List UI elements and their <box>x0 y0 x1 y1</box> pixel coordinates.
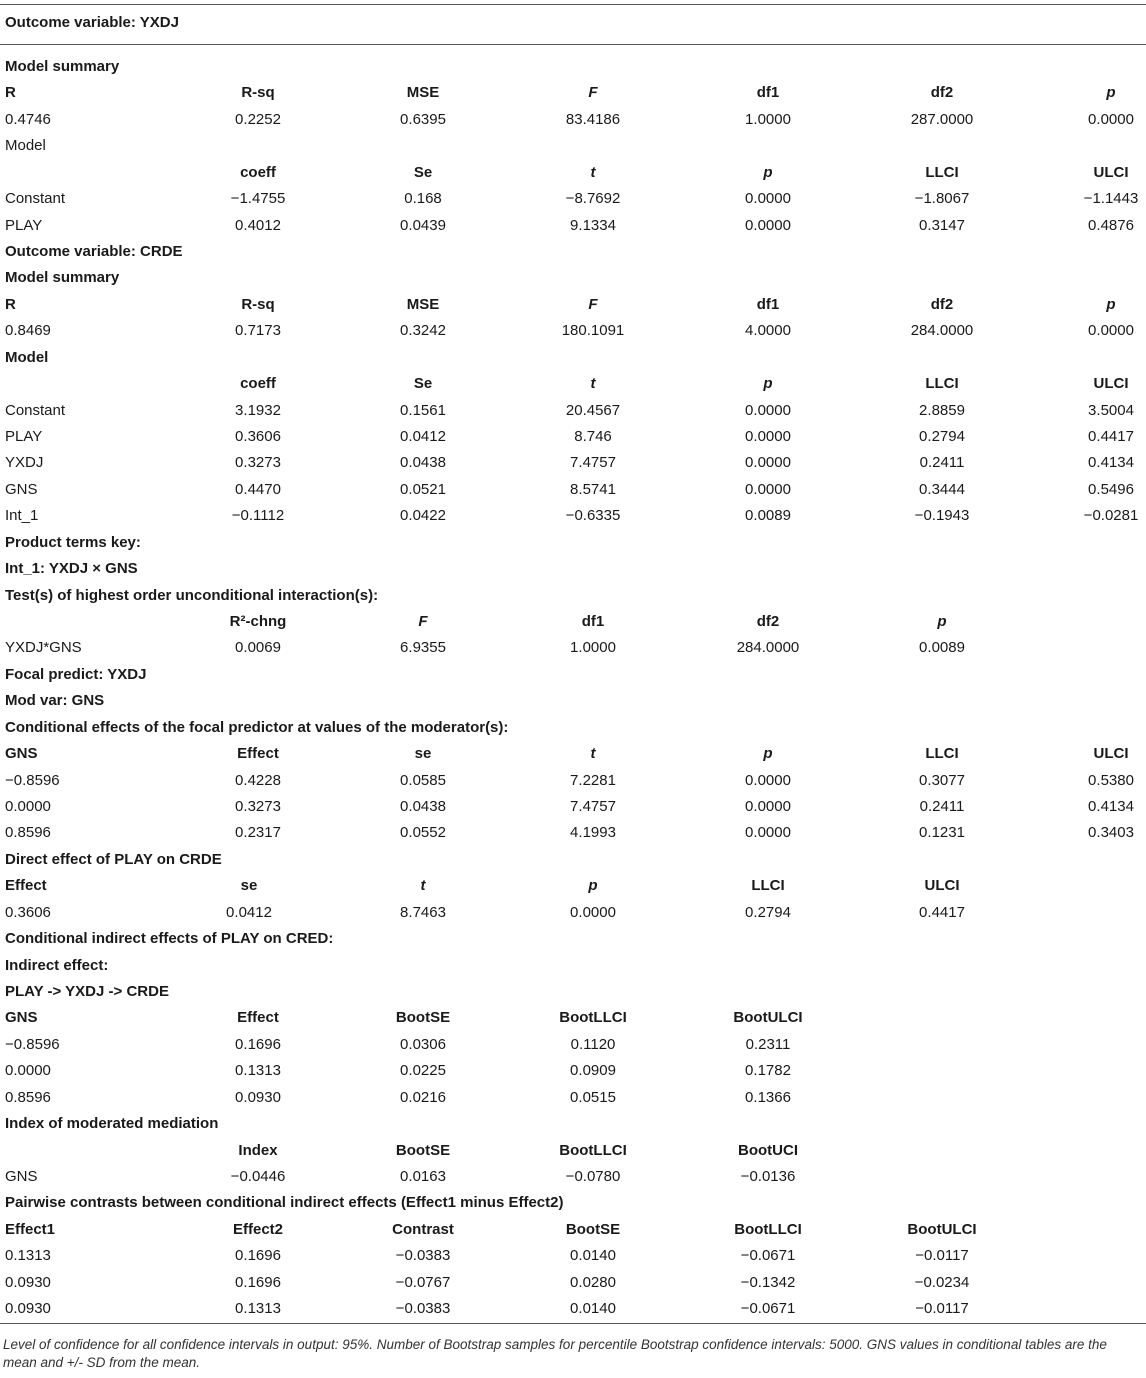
table-cell: 0.0140 <box>570 1300 616 1317</box>
table-cell: Effect <box>237 1009 279 1026</box>
table-cell: −0.0671 <box>740 1247 796 1264</box>
table-cell: 0.0552 <box>400 824 446 841</box>
row-label-cell: 0.8469 <box>5 322 51 339</box>
table-cell: −0.0383 <box>395 1247 451 1264</box>
section-heading: Index of moderated mediation <box>5 1115 219 1132</box>
table-cell: 0.4470 <box>235 481 281 498</box>
table-footnote: Level of confidence for all confidence intervals in output: 95%. Number of Bootstrap samples for percentile Bootstrap confidence intervals: 5000. GNS values in conditional tables are the mean and +/- SD from the mean. <box>3 1337 1107 1370</box>
row-label-cell: 0.3606 <box>5 904 51 921</box>
section-heading: Direct effect of PLAY on CRDE <box>5 851 222 868</box>
row-label-cell: PLAY <box>5 217 43 234</box>
table-cell: coeff <box>240 164 276 181</box>
section-heading: Model summary <box>5 58 120 75</box>
section-heading: Mod var: GNS <box>5 692 105 709</box>
row-label-cell: 0.8596 <box>5 824 51 841</box>
row-label-cell: R <box>5 84 16 101</box>
table-cell: 3.5004 <box>1088 402 1134 419</box>
table-cell: 0.4417 <box>919 904 965 921</box>
table-title: Outcome variable: YXDJ <box>5 14 179 31</box>
table-cell: 8.7463 <box>400 904 446 921</box>
table-cell: 0.0909 <box>570 1062 616 1079</box>
table-cell: 0.1231 <box>919 824 965 841</box>
table-cell: 0.168 <box>404 190 442 207</box>
table-cell: 0.0000 <box>745 402 791 419</box>
table-header-row <box>0 84 1146 102</box>
table-cell: 0.3606 <box>235 428 281 445</box>
table-cell: 0.2794 <box>919 428 965 445</box>
table-cell: df2 <box>930 296 954 313</box>
table-cell: 9.1334 <box>570 217 616 234</box>
table-cell: Effect2 <box>232 1221 284 1238</box>
section-heading: Model summary <box>5 269 120 286</box>
table-cell: 0.0000 <box>1088 111 1134 128</box>
table-cell: 0.7173 <box>235 322 281 339</box>
table-cell: p <box>763 375 773 392</box>
section-heading: Pairwise contrasts between conditional indirect effects (Effect1 minus Effect2) <box>5 1194 564 1211</box>
table-cell: 4.1993 <box>570 824 616 841</box>
row-label-cell: 0.0930 <box>5 1274 51 1291</box>
table-cell: BootLLCI <box>734 1221 802 1238</box>
table-cell: −1.1443 <box>1083 190 1139 207</box>
table-cell: 0.0000 <box>745 217 791 234</box>
table-cell: ULCI <box>924 877 960 894</box>
table-cell: 0.0585 <box>400 772 446 789</box>
table-cell: 0.0422 <box>400 507 446 524</box>
section-heading: PLAY -> YXDJ -> CRDE <box>5 983 169 1000</box>
table-cell: 0.3273 <box>235 454 281 471</box>
table-header-row <box>0 877 1146 895</box>
table-cell: LLCI <box>925 164 959 181</box>
table-header-row <box>0 1221 1146 1239</box>
table-cell: 8.5741 <box>570 481 616 498</box>
table-cell: se <box>414 745 432 762</box>
row-label-cell: 0.0930 <box>5 1300 51 1317</box>
row-label-cell: YXDJ <box>5 454 44 471</box>
table-cell: 0.1313 <box>235 1300 281 1317</box>
row-label-cell: Effect1 <box>5 1221 56 1238</box>
table-cell: 0.1561 <box>400 402 446 419</box>
table-row <box>0 137 1146 155</box>
table-cell: 0.2311 <box>745 1036 791 1053</box>
table-cell: −0.0136 <box>740 1168 796 1185</box>
row-label-cell: Model <box>5 137 46 154</box>
table-cell: 0.1120 <box>570 1036 616 1053</box>
table-cell: 0.0225 <box>400 1062 446 1079</box>
table-cell: 180.1091 <box>561 322 625 339</box>
row-label-cell: GNS <box>5 481 38 498</box>
table-cell: 0.0000 <box>570 904 616 921</box>
table-cell: 287.0000 <box>910 111 974 128</box>
table-cell: 0.4134 <box>1088 454 1134 471</box>
table-cell: 7.2281 <box>570 772 616 789</box>
table-cell: F <box>418 613 428 630</box>
table-cell: df2 <box>756 613 780 630</box>
table-cell: 0.3242 <box>400 322 446 339</box>
row-label-cell: YXDJ*GNS <box>5 639 82 656</box>
table-cell: 0.0930 <box>235 1089 281 1106</box>
bottom-rule <box>0 1323 1146 1324</box>
table-cell: 0.0000 <box>745 772 791 789</box>
table-cell: −0.0234 <box>914 1274 970 1291</box>
table-cell: 1.0000 <box>745 111 791 128</box>
top-rule <box>0 4 1146 5</box>
table-cell: Se <box>413 164 433 181</box>
table-header-row <box>0 745 1146 763</box>
row-label-cell: PLAY <box>5 428 43 445</box>
table-cell: p <box>763 745 773 762</box>
table-cell: 0.6395 <box>400 111 446 128</box>
table-cell: 0.2252 <box>235 111 281 128</box>
table-cell: BootSE <box>395 1142 451 1159</box>
table-cell: 0.0000 <box>1088 322 1134 339</box>
header-rule <box>0 44 1146 45</box>
table-row <box>0 1089 1146 1107</box>
table-cell: 3.1932 <box>235 402 281 419</box>
table-cell: BootULCI <box>907 1221 977 1238</box>
table-cell: 2.8859 <box>919 402 965 419</box>
row-label-cell: GNS <box>5 1009 38 1026</box>
table-cell: 6.9355 <box>400 639 446 656</box>
table-header-row <box>0 375 1146 393</box>
table-cell: 1.0000 <box>570 639 616 656</box>
table-cell: BootSE <box>395 1009 451 1026</box>
table-header-row <box>0 296 1146 314</box>
table-cell: LLCI <box>925 375 959 392</box>
table-cell: LLCI <box>925 745 959 762</box>
row-label-cell: Constant <box>5 402 66 419</box>
section-heading: Product terms key: <box>5 534 141 551</box>
row-label-cell: 0.1313 <box>5 1247 51 1264</box>
table-cell: −1.8067 <box>914 190 970 207</box>
table-cell: 0.0438 <box>400 454 446 471</box>
table-cell: R-sq <box>241 296 275 313</box>
table-cell: 7.4757 <box>570 798 616 815</box>
table-cell: 0.0439 <box>400 217 446 234</box>
table-cell: F <box>588 84 598 101</box>
table-cell: t <box>590 164 596 181</box>
table-cell: −0.0281 <box>1083 507 1139 524</box>
table-cell: 0.0000 <box>745 481 791 498</box>
table-cell: coeff <box>240 375 276 392</box>
table-cell: 0.1696 <box>235 1274 281 1291</box>
table-cell: ULCI <box>1093 164 1129 181</box>
table-cell: se <box>240 877 258 894</box>
table-row <box>0 190 1146 208</box>
table-cell: Effect <box>237 745 279 762</box>
table-cell: df1 <box>756 84 780 101</box>
table-cell: R²-chng <box>229 613 287 630</box>
row-label-cell: GNS <box>5 1168 38 1185</box>
table-cell: 83.4186 <box>565 111 621 128</box>
table-cell: df1 <box>756 296 780 313</box>
table-cell: 0.0000 <box>745 190 791 207</box>
table-cell: df1 <box>581 613 605 630</box>
row-label-cell: 0.8596 <box>5 1089 51 1106</box>
table-cell: LLCI <box>751 877 785 894</box>
table-cell: BootLLCI <box>559 1142 627 1159</box>
table-cell: −8.7692 <box>565 190 621 207</box>
row-label-cell: 0.4746 <box>5 111 51 128</box>
table-cell: 0.0000 <box>745 428 791 445</box>
table-cell: BootUCI <box>738 1142 798 1159</box>
table-cell: 0.3147 <box>919 217 965 234</box>
table-cell: 0.1366 <box>745 1089 791 1106</box>
table-cell: 0.5496 <box>1088 481 1134 498</box>
table-cell: 0.4134 <box>1088 798 1134 815</box>
table-cell: 0.1696 <box>235 1247 281 1264</box>
table-cell: 0.0412 <box>400 428 446 445</box>
section-heading: Int_1: YXDJ × GNS <box>5 560 138 577</box>
table-row <box>0 428 1146 446</box>
table-cell: BootULCI <box>733 1009 803 1026</box>
table-cell: 0.0280 <box>570 1274 616 1291</box>
table-cell: −1.4755 <box>230 190 286 207</box>
table-cell: 7.4757 <box>570 454 616 471</box>
table-cell: Index <box>238 1142 278 1159</box>
table-cell: 0.0069 <box>235 639 281 656</box>
table-row <box>0 1168 1146 1186</box>
section-heading: Indirect effect: <box>5 957 109 974</box>
table-cell: p <box>588 877 598 894</box>
table-row <box>0 1247 1146 1265</box>
table-row <box>0 111 1146 129</box>
table-cell: −0.0117 <box>915 1247 969 1264</box>
table-cell: Contrast <box>392 1221 454 1238</box>
table-cell: −0.1112 <box>231 507 285 524</box>
table-cell: 0.0089 <box>745 507 791 524</box>
table-cell: p <box>937 613 947 630</box>
table-cell: −0.1943 <box>914 507 970 524</box>
table-cell: BootSE <box>565 1221 621 1238</box>
table-cell: 0.1782 <box>745 1062 791 1079</box>
table-cell: 4.0000 <box>745 322 791 339</box>
row-label-cell: Constant <box>5 190 66 207</box>
row-label-cell: Effect <box>5 877 47 894</box>
table-cell: 0.3444 <box>919 481 965 498</box>
table-cell: 0.0515 <box>570 1089 616 1106</box>
table-cell: 0.1696 <box>235 1036 281 1053</box>
table-row <box>0 824 1146 842</box>
table-cell: 0.0140 <box>570 1247 616 1264</box>
table-cell: 0.0163 <box>400 1168 446 1185</box>
table-row <box>0 322 1146 340</box>
table-cell: 0.3403 <box>1088 824 1134 841</box>
table-cell: 0.0438 <box>400 798 446 815</box>
table-cell: 0.2794 <box>745 904 791 921</box>
table-cell: −0.0117 <box>915 1300 969 1317</box>
table-cell: ULCI <box>1093 745 1129 762</box>
table-header-row <box>0 164 1146 182</box>
table-cell: 8.746 <box>574 428 612 445</box>
table-row <box>0 481 1146 499</box>
table-row <box>0 1036 1146 1054</box>
row-label-cell: Int_1 <box>5 507 39 524</box>
table-cell: −0.0780 <box>565 1168 621 1185</box>
section-heading: Model <box>5 349 49 366</box>
table-header-row <box>0 613 1146 631</box>
table-cell: 0.2411 <box>919 798 965 815</box>
table-cell: 0.0216 <box>400 1089 446 1106</box>
row-label-cell: −0.8596 <box>5 772 60 789</box>
table-cell: 0.0000 <box>745 824 791 841</box>
table-cell: p <box>1106 296 1116 313</box>
table-row <box>0 454 1146 472</box>
table-cell: 0.4012 <box>235 217 281 234</box>
table-row <box>0 1062 1146 1080</box>
table-row <box>0 1274 1146 1292</box>
table-cell: F <box>588 296 598 313</box>
table-row <box>0 217 1146 235</box>
table-cell: −0.0767 <box>395 1274 451 1291</box>
table-cell: MSE <box>406 296 440 313</box>
table-cell: 20.4567 <box>565 402 621 419</box>
table-row <box>0 772 1146 790</box>
table-cell: ULCI <box>1093 375 1129 392</box>
row-label-cell: 0.0000 <box>5 798 51 815</box>
table-cell: 0.3077 <box>919 772 965 789</box>
table-row <box>0 507 1146 525</box>
row-label-cell: 0.0000 <box>5 1062 51 1079</box>
table-cell: 284.0000 <box>910 322 974 339</box>
table-cell: 284.0000 <box>736 639 800 656</box>
section-heading: Conditional indirect effects of PLAY on CRED: <box>5 930 334 947</box>
table-row <box>0 402 1146 420</box>
section-heading: Test(s) of highest order unconditional interaction(s): <box>5 587 379 604</box>
table-cell: −0.0671 <box>740 1300 796 1317</box>
table-header-row <box>0 1142 1146 1160</box>
table-cell: df2 <box>930 84 954 101</box>
table-cell: 0.0521 <box>400 481 446 498</box>
row-label-cell: GNS <box>5 745 38 762</box>
table-cell: t <box>420 877 426 894</box>
section-heading: Outcome variable: CRDE <box>5 243 183 260</box>
table-row <box>0 1300 1146 1318</box>
table-cell: BootLLCI <box>559 1009 627 1026</box>
table-cell: −0.6335 <box>565 507 621 524</box>
table-header-row <box>0 1009 1146 1027</box>
row-label-cell: R <box>5 296 16 313</box>
row-label-cell: −0.8596 <box>5 1036 60 1053</box>
table-row <box>0 904 1146 922</box>
table-cell: −0.0446 <box>230 1168 286 1185</box>
table-cell: Se <box>413 375 433 392</box>
table-cell: 0.4876 <box>1088 217 1134 234</box>
table-cell: t <box>590 375 596 392</box>
section-heading: Conditional effects of the focal predictor at values of the moderator(s): <box>5 719 509 736</box>
table-cell: R-sq <box>241 84 275 101</box>
table-cell: −0.0383 <box>395 1300 451 1317</box>
table-cell: 0.0000 <box>745 798 791 815</box>
table-cell: −0.1342 <box>740 1274 796 1291</box>
table-row <box>0 798 1146 816</box>
table-cell: 0.0412 <box>226 904 272 921</box>
table-cell: 0.0000 <box>745 454 791 471</box>
table-cell: p <box>1106 84 1116 101</box>
table-cell: 0.5380 <box>1088 772 1134 789</box>
table-cell: 0.2411 <box>919 454 965 471</box>
section-heading: Focal predict: YXDJ <box>5 666 147 683</box>
table-cell: MSE <box>406 84 440 101</box>
table-cell: 0.1313 <box>235 1062 281 1079</box>
table-row <box>0 639 1146 657</box>
table-cell: 0.3273 <box>235 798 281 815</box>
table-cell: p <box>763 164 773 181</box>
table-cell: 0.2317 <box>235 824 281 841</box>
table-cell: t <box>590 745 596 762</box>
table-cell: 0.4228 <box>235 772 281 789</box>
table-cell: 0.4417 <box>1088 428 1134 445</box>
table-cell: 0.0306 <box>400 1036 446 1053</box>
table-cell: 0.0089 <box>919 639 965 656</box>
